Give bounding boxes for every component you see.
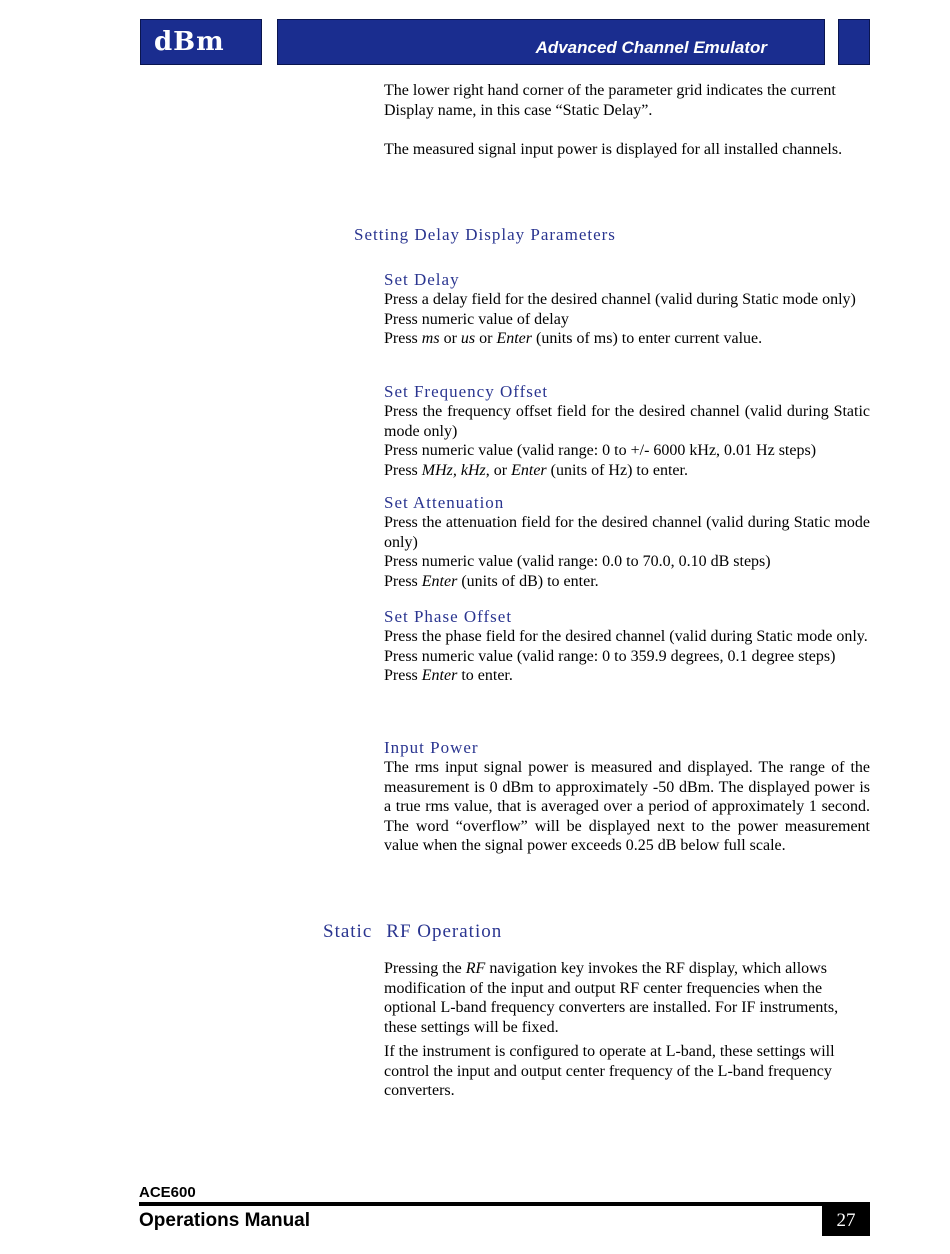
set-frequency-offset-instructions xyxy=(384,402,870,480)
phase-line-3 xyxy=(384,666,870,686)
freq-offset-line-1: Press the frequency offset field for the desired channel (valid during Static mode only) xyxy=(384,403,870,440)
text-run: , or xyxy=(485,461,512,479)
text-run: (units of dB) to enter. xyxy=(457,572,599,590)
attenuation-line-1: Press the attenuation field for the desired channel (valid during Static mode only) xyxy=(384,514,870,551)
text-run: or xyxy=(475,330,497,347)
subheading-input-power: Input Power xyxy=(384,738,479,757)
key-units: MHz, kHz xyxy=(421,461,486,479)
header-banner xyxy=(277,19,825,65)
subheading-set-phase-offset: Set Phase Offset xyxy=(384,607,513,626)
text-run: Press xyxy=(384,572,422,590)
key-ms: ms xyxy=(421,330,440,347)
text-run: Press xyxy=(384,461,422,479)
phase-line-2: Press numeric value (valid range: 0 to 359.9 degrees, 0.1 degree steps) xyxy=(384,647,836,665)
freq-offset-line-2: Press numeric value (valid range: 0 to +/- 6000 kHz, 0.01 Hz steps) xyxy=(384,442,817,459)
section-heading-delay-display: Setting Delay Display Parameters xyxy=(354,225,616,244)
footer-rule xyxy=(139,1202,870,1206)
attenuation-line-2: Press numeric value (valid range: 0.0 to 70.0, 0.10 dB steps) xyxy=(384,553,771,570)
phase-line-1: Press the phase field for the desired channel (valid during Static mode only. xyxy=(384,628,868,645)
text-run: to enter. xyxy=(457,667,513,684)
intro-paragraph-2: The measured signal input power is displayed for all installed channels. xyxy=(384,141,843,158)
text-run: navigation key invokes the RF display, which allows modification of the input and output RF center frequencies when the optional L-band frequency converters are installed. For IF instruments, these settings will be fixed. xyxy=(384,960,839,1036)
subheading-set-frequency-offset: Set Frequency Offset xyxy=(384,382,549,401)
logo-text: dBm xyxy=(154,27,225,57)
text-run: (units of ms) to enter current value. xyxy=(532,330,763,347)
key-us: us xyxy=(460,330,476,347)
set-phase-offset-instructions xyxy=(384,627,870,686)
static-rf-paragraph-1 xyxy=(384,959,870,1037)
key-rf: RF xyxy=(465,960,486,977)
freq-offset-line-3 xyxy=(384,461,870,481)
footer-model: ACE600 xyxy=(139,1184,196,1201)
heading-part: RF Operation xyxy=(386,921,503,942)
intro-paragraph-1: The lower right hand corner of the parameter grid indicates the current Display name, in this case “Static Delay”. xyxy=(384,82,836,119)
heading-part: Static xyxy=(323,921,373,942)
set-delay-line-2: Press numeric value of delay xyxy=(384,310,569,328)
set-delay-line-3 xyxy=(384,329,870,349)
document-title: Advanced Channel Emulator xyxy=(535,38,767,57)
key-enter: Enter xyxy=(496,330,532,347)
page-number: 27 xyxy=(822,1206,870,1236)
header-tab-block xyxy=(838,19,870,65)
key-enter: Enter xyxy=(421,572,458,590)
static-rf-paragraph-2: If the instrument is configured to operate at L-band, these settings will control the input and output center frequency of the L-band frequency converters. xyxy=(384,1043,835,1099)
text-run: or xyxy=(439,330,461,347)
key-enter: Enter xyxy=(421,667,458,684)
set-delay-instructions xyxy=(384,290,870,349)
text-run: Pressing the xyxy=(384,960,466,977)
subheading-set-attenuation: Set Attenuation xyxy=(384,493,505,512)
set-delay-line-1: Press a delay field for the desired channel (valid during Static mode only) xyxy=(384,291,856,308)
subheading-set-delay: Set Delay xyxy=(384,270,460,289)
set-attenuation-instructions xyxy=(384,513,870,591)
section-heading-static-rf-operation xyxy=(323,921,502,943)
text-run: Press xyxy=(384,667,422,684)
input-power-paragraph: The rms input signal power is measured and displayed. The range of the measurement is 0 dBm to approximately -50 dBm. The displayed power is a true rms value, that is averaged over a period of approximately 1 second. The word “overflow” will be displayed next to the power measurement value when the signal power exceeds 0.25 dB below full scale. xyxy=(384,759,870,854)
text-run: Press xyxy=(384,330,422,347)
footer-manual-title: Operations Manual xyxy=(139,1210,311,1231)
attenuation-line-3 xyxy=(384,572,870,592)
text-run: (units of Hz) to enter. xyxy=(546,461,688,479)
key-enter: Enter xyxy=(511,461,547,479)
company-logo xyxy=(140,19,262,65)
